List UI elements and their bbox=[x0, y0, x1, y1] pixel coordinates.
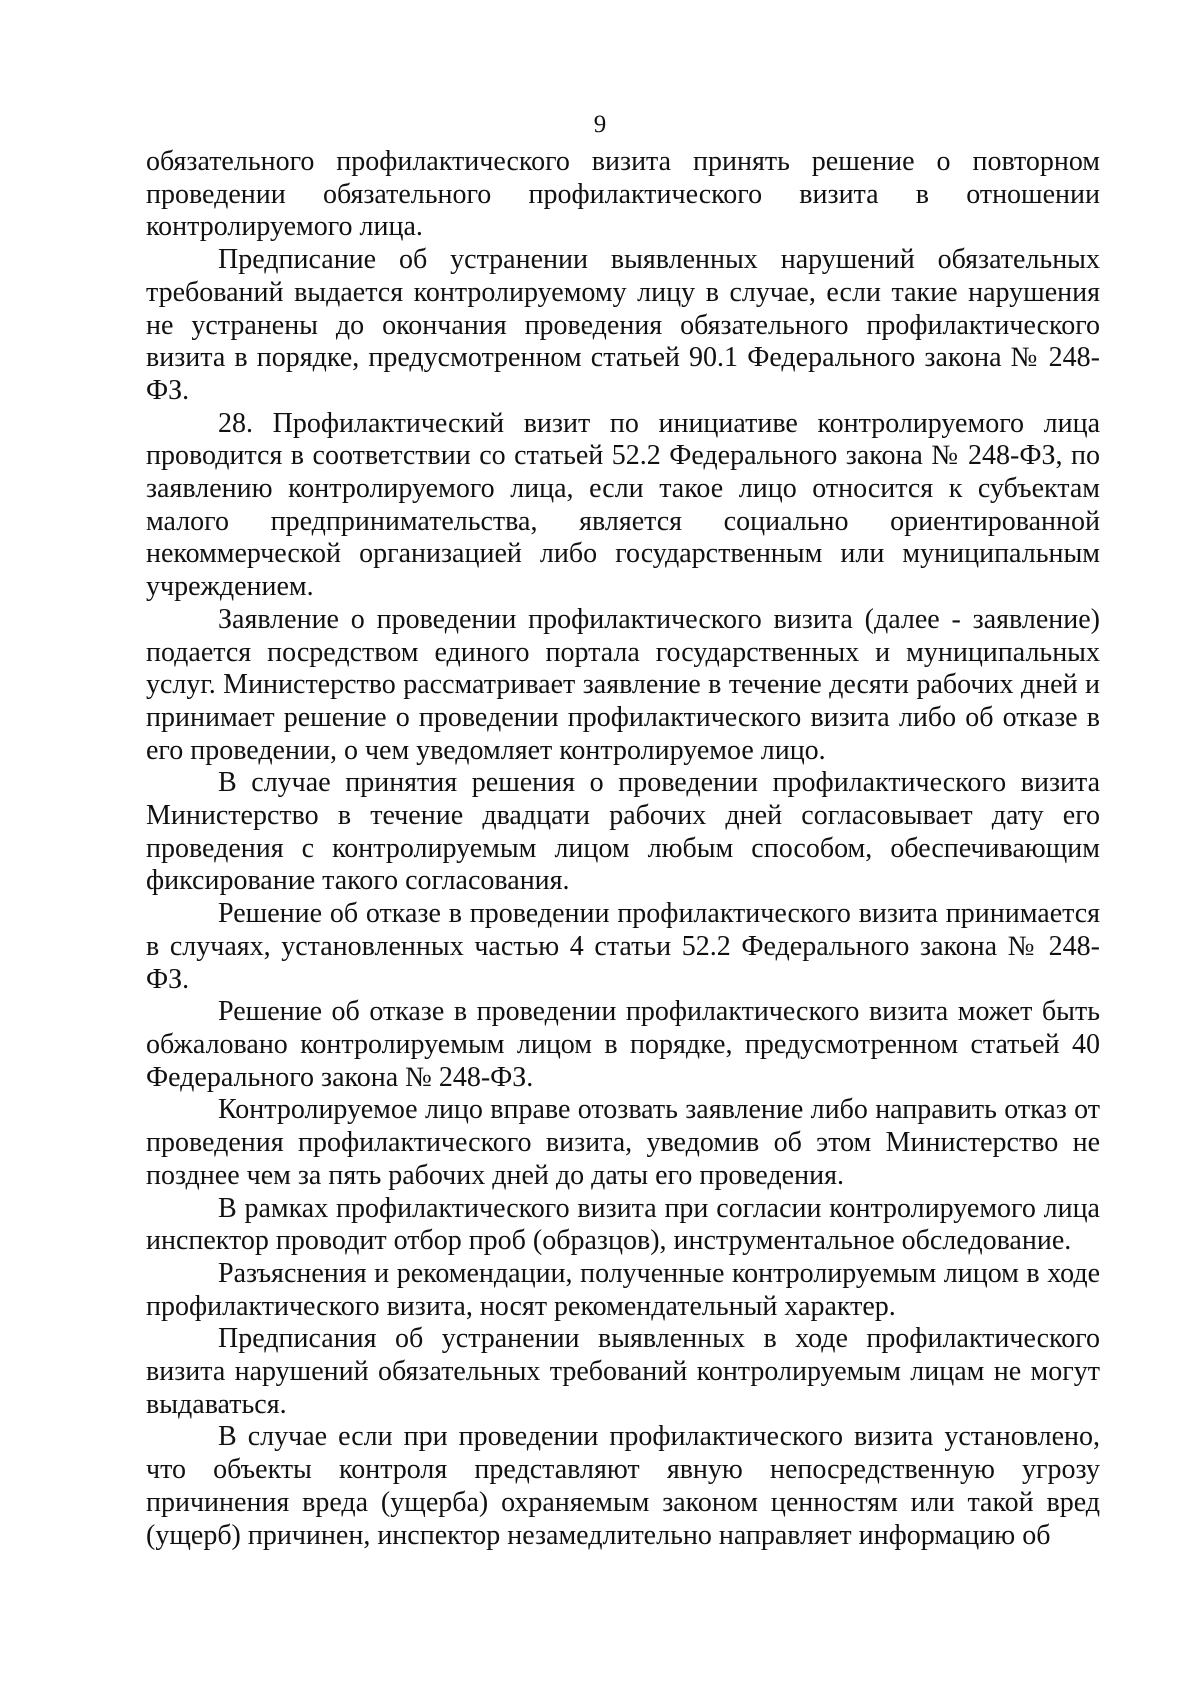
paragraph: В рамках профилактического визита при согласии контролируемого лица инспектор проводит отбор проб (образцов), инструментальное обследование. bbox=[146, 1192, 1100, 1257]
paragraph: Заявление о проведении профилактического визита (далее - заявление) подается посредством единого портала государственных и муниципальных услуг. Министерство рассматривает заявление в течение десяти рабочих дней и принимает решение о проведении профилактического визита либо об отказе в его проведении, о чем уведомляет контролируемое лицо. bbox=[146, 603, 1100, 766]
paragraph-clause-28: 28. Профилактический визит по инициативе контролируемого лица проводится в соответствии со статьей 52.2 Федерального закона № 248-ФЗ, по заявлению контролируемого лица, если такое лицо относится к субъектам малого предпринимательства, является социально ориентированной некоммерческой организацией либо государственным или муниципальным учреждением. bbox=[146, 407, 1100, 603]
paragraph: Решение об отказе в проведении профилактического визита может быть обжаловано контролируемым лицом в порядке, предусмотренном статьей 40 Федерального закона № 248-ФЗ. bbox=[146, 996, 1100, 1093]
document-body bbox=[146, 146, 1100, 1552]
paragraph: Контролируемое лицо вправе отозвать заявление либо направить отказ от проведения профилактического визита, уведомив об этом Министерство не позднее чем за пять рабочих дней до даты его проведения. bbox=[146, 1094, 1100, 1191]
paragraph: Предписание об устранении выявленных нарушений обязательных требований выдается контролируемому лицу в случае, если такие нарушения не устранены до окончания проведения обязательного профилактического визита в порядке, предусмотренном статьей 90.1 Федерального закона № 248-ФЗ. bbox=[146, 244, 1100, 406]
paragraph: Предписания об устранении выявленных в ходе профилактического визита нарушений обязательных требований контролируемым лицам не могут выдаваться. bbox=[146, 1323, 1100, 1420]
page-number: 9 bbox=[593, 111, 607, 138]
paragraph: Решение об отказе в проведении профилактического визита принимается в случаях, установленных частью 4 статьи 52.2 Федерального закона № 248-ФЗ. bbox=[146, 898, 1100, 995]
paragraph: Разъяснения и рекомендации, полученные контролируемым лицом в ходе профилактического визита, носят рекомендательный характер. bbox=[146, 1257, 1100, 1322]
paragraph-continuation: обязательного профилактического визита принять решение о повторном проведении обязательного профилактического визита в отношении контролируемого лица. bbox=[146, 146, 1100, 243]
paragraph: В случае принятия решения о проведении профилактического визита Министерство в течение двадцати рабочих дней согласовывает дату его проведения с контролируемым лицом любым способом, обеспечивающим фиксирование такого согласования. bbox=[146, 767, 1100, 897]
paragraph-last: В случае если при проведении профилактического визита установлено, что объекты контроля представляют явную непосредственную угрозу причинения вреда (ущерба) охраняемым законом ценностям или такой вред (ущерб) причинен, инспектор незамедлительно направляет информацию об bbox=[146, 1421, 1100, 1551]
